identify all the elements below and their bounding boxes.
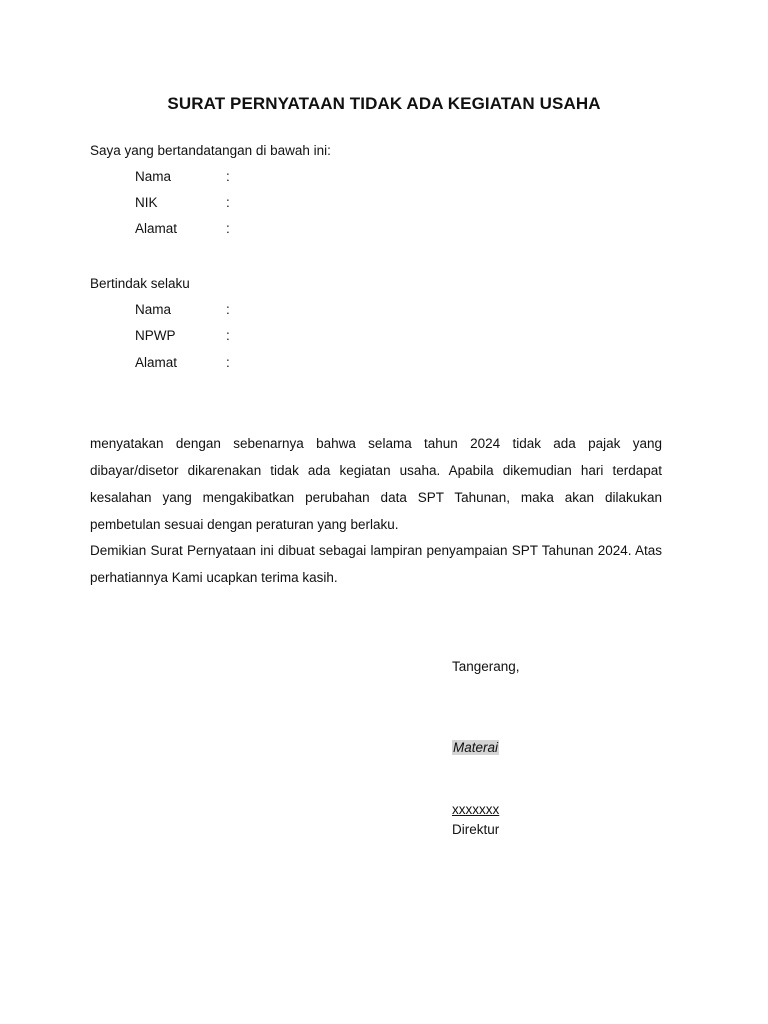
company-address-label: Alamat <box>135 355 178 370</box>
intro-text: Saya yang bertandatangan di bawah ini: <box>90 143 331 158</box>
personal-address-colon: : <box>226 221 230 236</box>
personal-nik-label: NIK <box>135 195 158 210</box>
company-name-label: Nama <box>135 302 172 317</box>
company-npwp-label: NPWP <box>135 328 176 343</box>
personal-name-colon: : <box>226 169 230 184</box>
signatory-name: xxxxxxx <box>452 802 500 817</box>
materai-text: Materai <box>453 740 499 755</box>
signature-place: Tangerang, <box>452 659 520 674</box>
document-title: SURAT PERNYATAAN TIDAK ADA KEGIATAN USAHA <box>167 94 601 113</box>
acting-as-text: Bertindak selaku <box>90 276 190 291</box>
company-address-colon: : <box>226 355 230 370</box>
company-name-colon: : <box>226 302 230 317</box>
signatory-position: Direktur <box>452 822 500 837</box>
closing-paragraph: Demikian Surat Pernyataan ini dibuat sebagai lampiran penyampaian SPT Tahunan 2024. Atas perhatiannya Kami ucapkan terima kasih. <box>90 543 662 585</box>
stamp-label <box>452 739 499 757</box>
personal-name-label: Nama <box>135 169 172 184</box>
company-npwp-colon: : <box>226 328 230 343</box>
personal-nik-colon: : <box>226 195 230 210</box>
personal-address-label: Alamat <box>135 221 178 236</box>
statement-paragraph: menyatakan dengan sebenarnya bahwa selama tahun 2024 tidak ada pajak yang dibayar/disetor dikarenakan tidak ada kegiatan usaha. Apabila dikemudian hari terdapat kesalahan yang mengakibatkan perubahan data SPT Tahunan, maka akan dilakukan pembetulan sesuai dengan peraturan yang berlaku. <box>90 436 662 532</box>
